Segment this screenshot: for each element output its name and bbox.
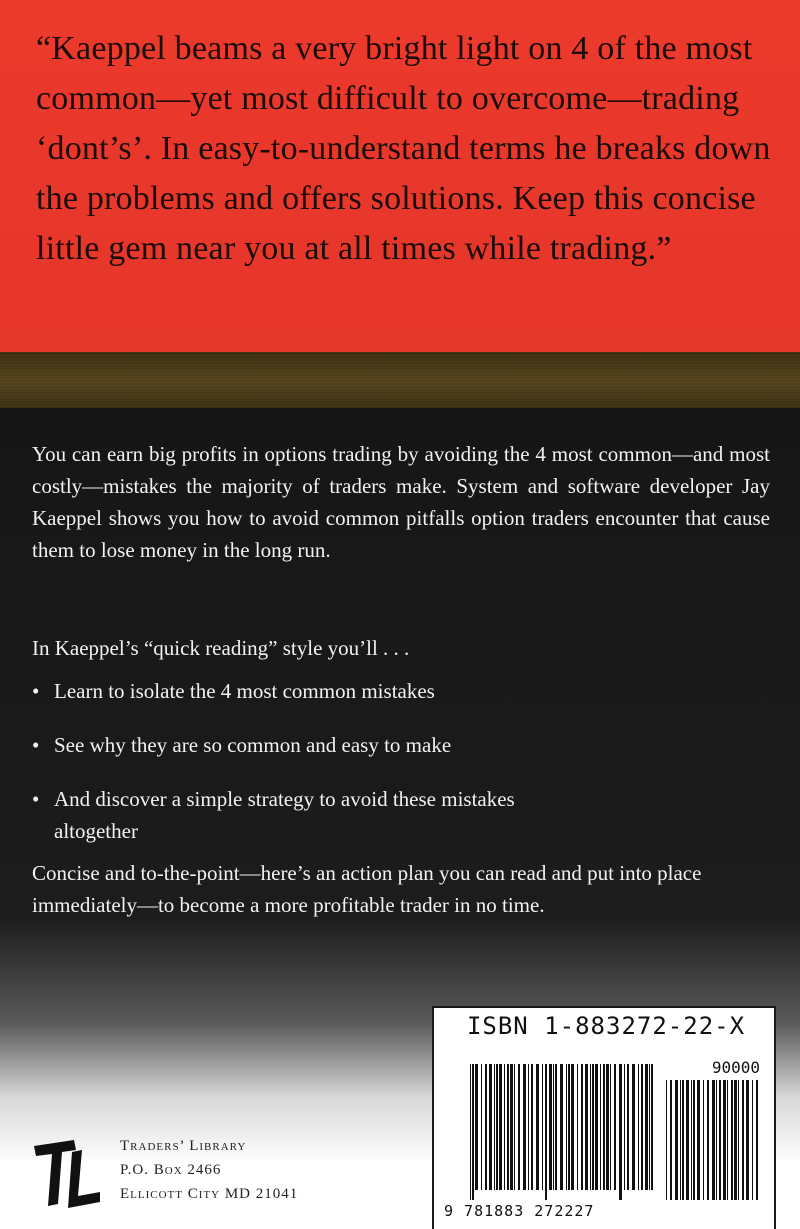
bullet-icon: •: [32, 787, 40, 811]
quote-line: “Kaeppel beams a very bright light on 4 of the most: [36, 30, 753, 67]
tl-logo-icon: [28, 1138, 106, 1212]
barcode-bar: [528, 1064, 529, 1190]
barcode-bar: [475, 1064, 478, 1190]
barcode-bar: [585, 1064, 588, 1190]
bullet-icon: •: [32, 679, 40, 703]
barcode-bar: [614, 1064, 616, 1190]
barcode-bar: [553, 1064, 554, 1190]
barcode-bar: [485, 1064, 487, 1190]
addon-barcode-icon: [666, 1080, 762, 1200]
barcode-bar: [697, 1080, 700, 1200]
barcode-bar: [481, 1064, 482, 1190]
barcode-bar: [645, 1064, 648, 1190]
barcode-bar: [649, 1064, 650, 1190]
barcode-bar: [600, 1064, 601, 1190]
endorsement-quote: [36, 24, 776, 274]
list-item-text: See why they are so common and easy to make: [54, 733, 452, 757]
benefit-list: [32, 675, 752, 857]
barcode-bar: [542, 1064, 543, 1190]
quote-panel: [0, 0, 800, 352]
barcode-bar: [514, 1064, 515, 1190]
quote-line: ‘dont’s’. In easy-to-understand terms he breaks down: [36, 130, 771, 167]
barcode-bar: [555, 1064, 557, 1190]
lead-line: In Kaeppel’s “quick reading” style you’ll . . .: [32, 636, 410, 660]
barcode-bar: [523, 1064, 526, 1190]
barcode-bar: [531, 1064, 533, 1190]
barcode-bar: [670, 1080, 672, 1200]
barcode-bar: [507, 1064, 509, 1190]
barcode-bar: [610, 1064, 611, 1190]
barcode-bar: [566, 1064, 567, 1190]
quote-line: little gem near you at all times while trading.”: [36, 230, 672, 267]
barcode-bar: [496, 1064, 498, 1190]
barcode-bar: [510, 1064, 513, 1190]
barcode-bar: [499, 1064, 502, 1190]
quote-line: common—yet most difficult to overcome—trading: [36, 80, 740, 117]
barcode-bar: [723, 1080, 726, 1200]
barcode-bar: [494, 1064, 495, 1190]
barcode-bar: [641, 1064, 643, 1190]
barcode-bar: [675, 1080, 678, 1200]
isbn-number: ISBN 1-883272-22-X: [466, 1012, 746, 1040]
barcode-bar: [606, 1064, 609, 1190]
barcode-bar: [518, 1064, 520, 1190]
list-item: [32, 675, 752, 707]
bullet-icon: •: [32, 733, 40, 757]
barcode-bar: [691, 1080, 692, 1200]
barcode-bar: [632, 1064, 635, 1190]
barcode-bar: [590, 1064, 591, 1190]
barcode-bar: [712, 1080, 715, 1200]
barcode-bar: [707, 1080, 709, 1200]
barcode-bar: [686, 1080, 689, 1200]
publisher-city: Ellicott City MD 21041: [120, 1186, 299, 1202]
barcode-bar: [752, 1080, 753, 1200]
intro-paragraph: You can earn big profits in options trading by avoiding the 4 most common—and most costly—mistakes the majority of traders make. System and software developer Jay Kaeppel shows you how to avoid common pitfalls option traders encounter that cause them to lose money in the long run.: [32, 442, 770, 562]
publisher-info: [120, 1134, 298, 1206]
barcode-bar: [742, 1080, 744, 1200]
barcode-bar: [595, 1064, 598, 1190]
barcode-bar: [666, 1080, 667, 1200]
barcode-bar: [734, 1080, 737, 1200]
list-item: [32, 729, 752, 761]
barcode-bar: [703, 1080, 704, 1200]
isbn-barcode-box: [432, 1006, 776, 1229]
barcode-bar: [549, 1064, 552, 1190]
barcode-bar: [716, 1080, 717, 1200]
price-code: 90000: [711, 1058, 760, 1077]
barcode-bar: [489, 1064, 492, 1190]
barcode-bar: [592, 1064, 594, 1190]
ean-digits: 9 781883 272227: [444, 1202, 595, 1220]
closing-paragraph: Concise and to-the-point—here’s an action plan you can read and put into place immediately—to become a more profitable trader in no time.: [32, 861, 702, 917]
publisher-address: P.O. Box 2466: [120, 1162, 222, 1178]
barcode-bar: [472, 1064, 474, 1200]
barcode-bar: [545, 1064, 547, 1200]
barcode-bar: [638, 1064, 639, 1190]
barcode-bar: [627, 1064, 629, 1190]
barcode-bar: [619, 1064, 622, 1200]
barcode-bar: [682, 1080, 684, 1200]
publisher-name: Traders’ Library: [120, 1138, 247, 1154]
barcode-bar: [719, 1080, 721, 1200]
barcode-bar: [504, 1064, 505, 1190]
barcode-bar: [603, 1064, 605, 1190]
barcode-bar: [581, 1064, 583, 1190]
barcode-bar: [680, 1080, 681, 1200]
barcode-bar: [738, 1080, 739, 1200]
barcode-bar: [693, 1080, 695, 1200]
barcode-bar: [651, 1064, 653, 1190]
barcode-bar: [731, 1080, 733, 1200]
barcode-bar: [727, 1080, 728, 1200]
barcode-bar: [560, 1064, 563, 1190]
quote-line: the problems and offers solutions. Keep this concise: [36, 180, 756, 217]
barcode-bar: [470, 1064, 471, 1200]
barcode-bar: [536, 1064, 539, 1190]
barcode-bar: [568, 1064, 570, 1190]
list-item-text: Learn to isolate the 4 most common mistakes: [54, 679, 435, 703]
barcode-bar: [746, 1080, 749, 1200]
barcode-bar: [577, 1064, 578, 1190]
barcode-bar: [624, 1064, 625, 1190]
list-item-text: And discover a simple strategy to avoid these mistakes altogether: [54, 787, 515, 843]
ean-barcode-icon: [470, 1064, 656, 1200]
decorative-band: [0, 352, 800, 408]
list-item: [32, 783, 534, 847]
barcode-bar: [571, 1064, 574, 1190]
barcode-bar: [756, 1080, 758, 1200]
